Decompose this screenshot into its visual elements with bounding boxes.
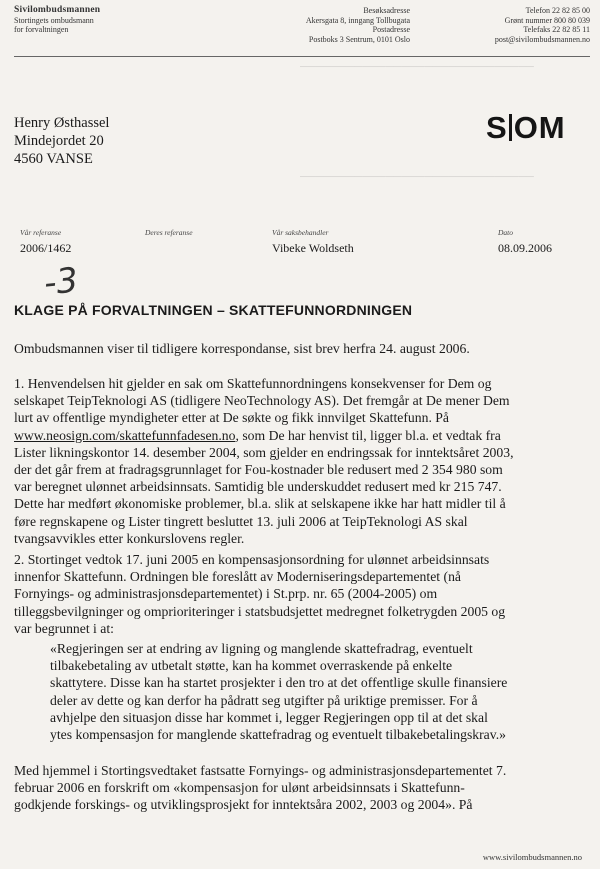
logo-left: S <box>486 110 508 145</box>
quote-line: tilbakebetaling av utbetalt støtte, kan ha kommet overraskende på enkelte <box>50 658 453 674</box>
handwritten-mark: -3 <box>42 260 80 304</box>
case-handler-value: Vibeke Woldseth <box>272 241 354 255</box>
para2-line: Fornyings- og administrasjonsdepartementet) i St.prp. nr. 65 (2004-2005) om <box>14 586 438 602</box>
org-name: Sivilombudsmannen <box>14 5 101 15</box>
date-label: Dato <box>498 228 513 237</box>
quote-line: ytes kompensasjon for manglende skattefradrag og eventuelt tilbakebetalingskrav.» <box>50 727 506 743</box>
email: post@sivilombudsmannen.no <box>494 34 590 44</box>
para3-line: godkjende forskings- og utviklingsprosjekt for inntektsåra 2002, 2003 og 2004». På <box>14 797 473 813</box>
logo-bar <box>509 114 512 141</box>
visit-address-label: Besøksadresse <box>363 6 410 15</box>
para1-line: Lister likningskontor 14. desember 2004, som gjelder en endringssak for inntektsåret 2003, <box>14 444 514 460</box>
postal-address-label: Postadresse <box>372 25 410 34</box>
som-logo <box>486 110 566 146</box>
quote-block <box>50 640 590 743</box>
para1-line: 1. Henvendelsen hit gjelder en sak om Skattefunnordningens konsekvenser for Dem og <box>14 376 492 391</box>
para1-line-rest: , som De har henvist til, ligger bl.a. et vedtak fra <box>235 427 501 443</box>
postal-address: Postboks 3 Sentrum, 0101 Oslo <box>308 34 410 44</box>
paragraph-2 <box>14 551 586 637</box>
intro-line: Ombudsmannen viser til tidligere korrespondanse, sist brev herfra 24. august 2006. <box>14 341 470 356</box>
quote-line: avhjelpe den situasjon disse har kommet i, legger Regjeringen opp til at det skal <box>50 709 488 725</box>
para1-line: føre regnskapene og Lister tingrett besluttet 13. juli 2006 at TeipTeknologi AS skal <box>14 513 468 529</box>
para2-line: innenfor Skattefunn. Ordningen ble foreslått av Moderniseringsdepartementet (nå <box>14 569 461 585</box>
green-number: Grønt nummer 800 80 039 <box>504 15 590 25</box>
letterhead-contact <box>440 6 590 44</box>
your-reference-label: Deres referanse <box>145 228 193 237</box>
recipient-address <box>14 114 109 168</box>
letterhead-organization <box>14 6 100 35</box>
phone: Telefon 22 82 85 00 <box>525 6 590 15</box>
quote-line: «Regjeringen ser at endring av ligning og manglende skattefradrag, eventuelt <box>50 641 473 656</box>
para1-line: tvangsavvikles etter konkurslovens regler. <box>14 530 245 546</box>
para3-line: februar 2006 en forskrift om «kompensasjon for ulønt arbeidsinnsats i Skattefunn- <box>14 780 465 796</box>
para2-line: 2. Stortinget vedtok 17. juni 2005 en kompensasjonsordning for ulønnet arbeidsinnsats <box>14 552 490 567</box>
your-reference <box>145 228 193 241</box>
quote-line: deler av dette og kan derfor ha pådratt seg utgifter på uriktige premisser. For å <box>50 692 478 708</box>
para2-line: tilleggsbevilgninger og omprioriteringer i statsbudsjettet medregnet folketrygden 2005 og <box>14 603 506 619</box>
para1-line: var beregnet ulønnet arbeidsinnsats. Samtidig ble underskuddet redusert med kr 215 747. <box>14 479 502 495</box>
org-subtitle: for forvaltningen <box>14 25 69 34</box>
para1-line: selskapet TeipTeknologi AS (tidligere NeoTechnology AS). Det fremgår at De mener Dem <box>14 393 510 409</box>
recipient-name: Henry Østhassel <box>14 115 110 131</box>
para1-line <box>14 427 586 444</box>
letterhead-address <box>266 6 410 44</box>
neosign-link[interactable]: www.neosign.com/skattefunnfadesen.no <box>14 427 236 443</box>
show-through-text: ────────────────────────────── <box>300 171 534 183</box>
letter-title: KLAGE PÅ FORVALTNINGEN – SKATTEFUNNORDNINGEN <box>14 302 413 318</box>
header-rule <box>14 56 590 57</box>
paragraph-1 <box>14 375 586 547</box>
intro-paragraph <box>14 340 586 357</box>
fax: Telefaks 22 82 85 11 <box>523 25 590 34</box>
our-reference-label: Vår referanse <box>20 228 62 237</box>
recipient-street: Mindejordet 20 <box>14 133 104 149</box>
footer-url: www.sivilombudsmannen.no <box>482 852 582 862</box>
org-subtitle: Stortingets ombudsmann <box>14 15 94 25</box>
quote-line: skattytere. Disse kan ha startet prosjekter i den tro at det offentlige skulle finansiere <box>50 675 508 691</box>
case-handler-label: Vår saksbehandler <box>272 228 329 237</box>
our-reference <box>20 228 71 256</box>
paragraph-3 <box>14 762 586 814</box>
show-through-text: ────────────────────────────── <box>300 61 534 73</box>
case-handler <box>272 228 354 256</box>
recipient-postcode: 4560 VANSE <box>14 151 93 167</box>
para2-line: var begrunnet i at: <box>14 620 114 636</box>
para3-line: Med hjemmel i Stortingsvedtaket fastsatte Fornyings- og administrasjonsdepartementet 7. <box>14 763 507 778</box>
letter-date <box>498 228 552 256</box>
para1-line: lurt av offentlige myndigheter etter at De søkte og fikk innvilget Skattefunn. På <box>14 410 449 426</box>
para1-line: Dette har medført økonomiske problemer, bl.a. slik at selskapene ikke har hatt midler til å <box>14 496 506 512</box>
logo-right: OM <box>513 110 566 145</box>
visit-address: Akersgata 8, inngang Tollbugata <box>305 15 410 25</box>
date-value: 08.09.2006 <box>498 241 552 255</box>
our-reference-value: 2006/1462 <box>20 241 72 255</box>
para1-line: der det går frem at fradragsgrunnlaget for Fou-kostnader ble redusert med 2 354 980 som <box>14 462 503 478</box>
